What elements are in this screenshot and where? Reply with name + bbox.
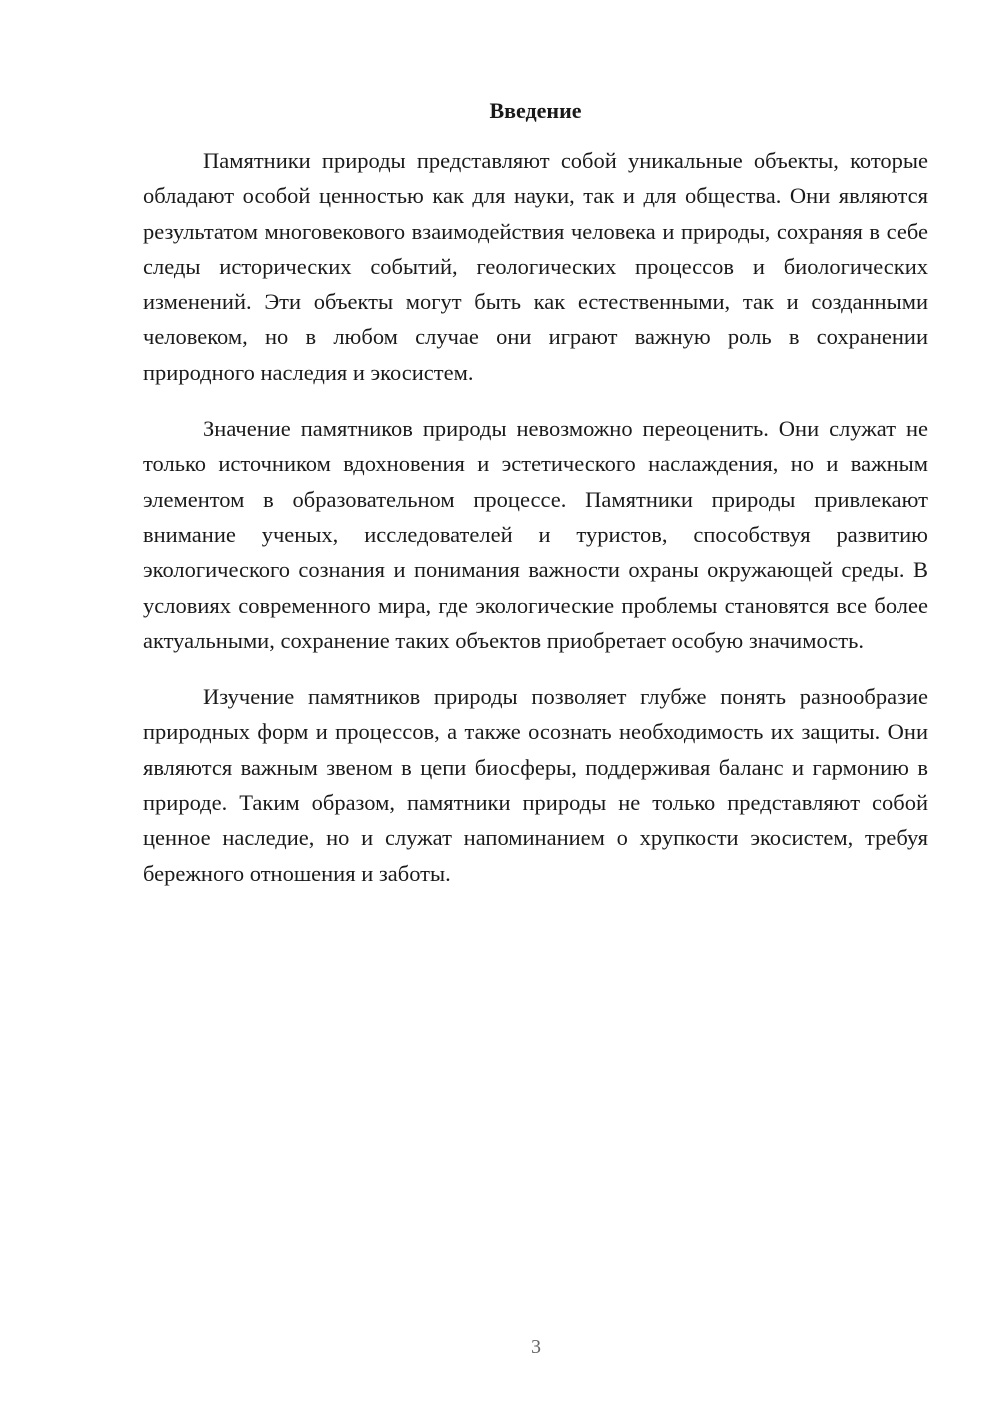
body-text: [143, 143, 928, 912]
page-number: 3: [531, 1336, 541, 1358]
paragraph-2: Значение памятников природы невозможно переоценить. Они служат не только источником вдохновения и эстетического наслаждения, но и важным элементом в образовательном процессе. Памятники природы привлекают внимание ученых, исследователей и туристов, способствуя развитию экологического сознания и понимания важности охраны окружающей среды. В условиях современного мира, где экологические проблемы становятся все более актуальными, сохранение таких объектов приобретает особую значимость.: [143, 416, 928, 653]
section-title: Введение: [489, 98, 582, 123]
paragraph-3: Изучение памятников природы позволяет глубже понять разнообразие природных форм и процессов, а также осознать необходимость их защиты. Они являются важным звеном в цепи биосферы, поддерживая баланс и гармонию в природе. Таким образом, памятники природы не только представляют собой ценное наследие, но и служат напоминанием о хрупкости экосистем, требуя бережного отношения и заботы.: [143, 684, 928, 886]
paragraph-1: Памятники природы представляют собой уникальные объекты, которые обладают особой ценностью как для науки, так и для общества. Они являются результатом многовекового взаимодействия человека и природы, сохраняя в себе следы исторических событий, геологических процессов и биологических изменений. Эти объекты могут быть как естественными, так и созданными человеком, но в любом случае они играют важную роль в сохранении природного наследия и экосистем.: [143, 148, 928, 385]
